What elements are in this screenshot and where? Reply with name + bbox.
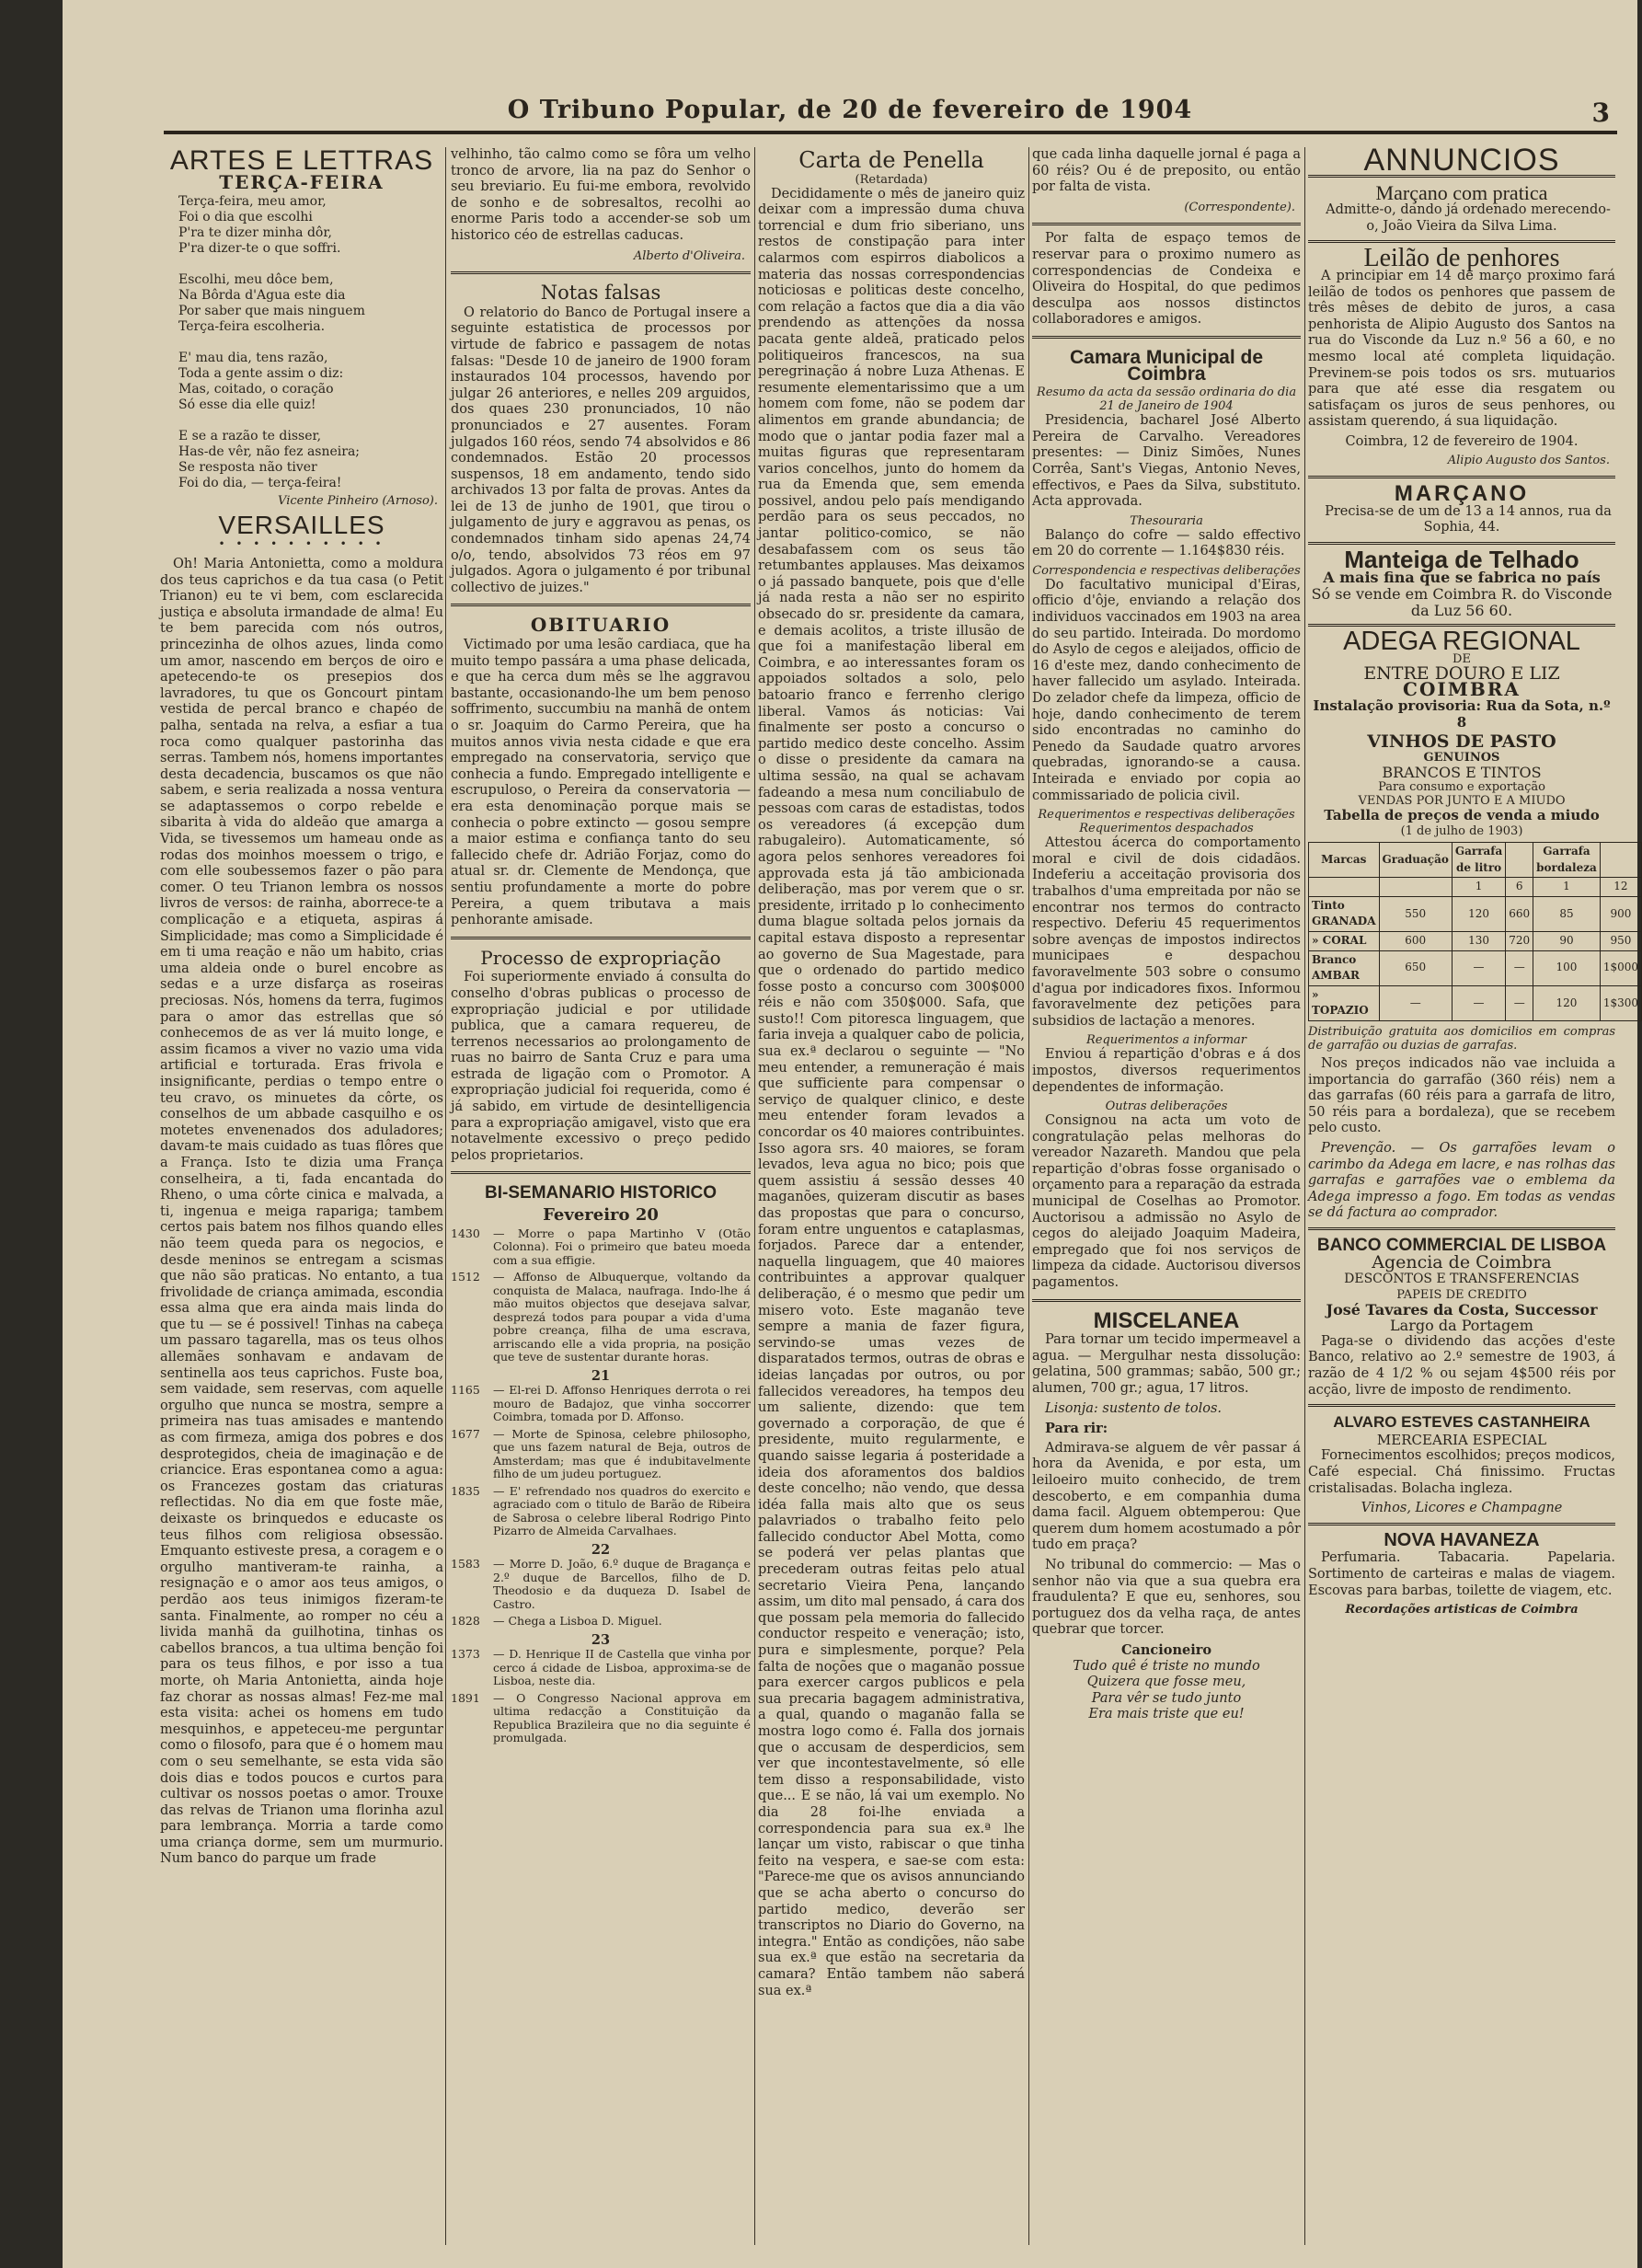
chronology-text: — El-rei D. Affonso Henriques derrota o rei mouro de Badajoz, que vinha soccorrer Coimbra, tomada por D. Affonso. bbox=[493, 1383, 751, 1424]
ad-title: Manteiga de Telhado bbox=[1344, 545, 1579, 573]
table-cell: 660 bbox=[1506, 896, 1533, 931]
camara-body: Presidencia, bacharel José Alberto Pereira de Carvalho. Vereadores presentes: — Diniz Simões, Nunes Corrêa, Sant's Viegas, Antonio Neves, effectivos, e Paes da Silva, substituto. Acta approvada. bbox=[1032, 413, 1301, 510]
historical-entries bbox=[451, 1227, 751, 1745]
ad-alvaro bbox=[1308, 1404, 1615, 1517]
ad-manteiga bbox=[1308, 542, 1615, 618]
misc-quote: Lisonja: sustento de tolos. bbox=[1045, 1400, 1222, 1416]
historical-section bbox=[451, 1171, 751, 1744]
poem-line bbox=[160, 335, 443, 351]
poem-line: Mas, coitado, o coração bbox=[178, 382, 334, 397]
ad-date: Coimbra, 12 de fevereiro de 1904. bbox=[1345, 433, 1579, 449]
ad-address: Instalação provisoria: Rua da Sota, n.º 8 bbox=[1313, 697, 1611, 731]
misc-title: MISCELANEA bbox=[1093, 1307, 1240, 1333]
table-subheader-cell bbox=[1379, 878, 1452, 897]
table-header-cell: Garrafa de litro bbox=[1452, 843, 1505, 878]
chronology-text: — Morre o papa Martinho V (Otão Colonna). Foi o primeiro que bateu moeda com a sua effigie. bbox=[493, 1226, 751, 1267]
verse-line: Era mais triste que eu! bbox=[1088, 1707, 1245, 1722]
chronology-text: — Morre D. João, 6.º duque de Bragança e 2.º duque de Barcellos, filho de D. Theodosio e da duqueza D. Isabel de Castro. bbox=[493, 1557, 751, 1611]
table-cell: — bbox=[1452, 985, 1505, 1020]
poem-line bbox=[160, 257, 443, 272]
verse-line: Para vêr se tudo junto bbox=[1091, 1690, 1242, 1706]
obituary-section bbox=[451, 604, 751, 928]
ad-title: MARÇANO bbox=[1394, 481, 1530, 507]
poem-title: TERÇA-FEIRA bbox=[219, 170, 385, 193]
chronology-day: 21 bbox=[591, 1367, 611, 1384]
camara-title: Camara Municipal de Coimbra bbox=[1069, 346, 1264, 385]
poem-line: P'ra dizer-te o que soffri. bbox=[178, 241, 341, 257]
table-subheader-row bbox=[1309, 878, 1642, 897]
table-cell: 130 bbox=[1452, 931, 1505, 950]
price-table-date: (1 de julho de 1903) bbox=[1400, 824, 1523, 838]
header-rule bbox=[164, 131, 1617, 134]
table-cell: 550 bbox=[1379, 896, 1452, 931]
misc-section bbox=[1032, 1299, 1301, 1723]
historical-title: BI-SEMANARIO HISTORICO bbox=[485, 1183, 717, 1203]
ad-marcano-pratica bbox=[1308, 175, 1615, 236]
column-divider bbox=[754, 147, 755, 2245]
page-header bbox=[63, 92, 1637, 132]
table-cell: 720 bbox=[1506, 931, 1533, 950]
verse-line: Tudo quê é triste no mundo bbox=[1073, 1658, 1260, 1674]
ad-title: Leilão de penhores bbox=[1363, 244, 1560, 273]
chronology-entry bbox=[451, 1558, 751, 1611]
inform-body: Enviou á repartição d'obras e á dos impostos, diversos requerimentos dependentes de informação. bbox=[1032, 1047, 1301, 1095]
table-cell: 600 bbox=[1379, 931, 1452, 950]
ad-text: Nos preços indicados não vae incluida a importancia do garrafão (360 réis) nem a das garrafas (60 réis para a garrafa de litro, 50 réis para a bordaleza), que se recebem pelo custo. bbox=[1308, 1055, 1615, 1136]
ad-title: NOVA HAVANEZA bbox=[1384, 1529, 1540, 1550]
ad-title: ADEGA REGIONAL bbox=[1343, 627, 1580, 657]
poem-line: Por saber que mais ninguem bbox=[178, 304, 365, 319]
ad-banco bbox=[1308, 1227, 1615, 1399]
other-body: Consignou na acta um voto de congratulação pelas melhoras do vereador Nazareth. Mandou que pela repartição d'obras fosse organisado o orçamento para a reparação da estrada municipal de Coselhas ao Promotor. Auctorisou a admissão no Asylo de cegos do aleijado Joaquim Madeira, empregado que foi nos serviços de limpeza da cidade. Auctorisou diversos pagamentos. bbox=[1032, 1113, 1301, 1291]
table-row bbox=[1309, 950, 1642, 985]
table-subheader-cell: 12 bbox=[1600, 878, 1641, 897]
chronology-day: 23 bbox=[591, 1631, 611, 1648]
chronology-text: — Chega a Lisboa D. Miguel. bbox=[493, 1614, 662, 1629]
poem-line bbox=[160, 413, 443, 429]
table-subheader-cell: 1 bbox=[1452, 878, 1505, 897]
poem-line: Foi do dia, — terça-feira! bbox=[178, 476, 342, 491]
chronology-year: 1430 bbox=[451, 1226, 480, 1240]
subhead: Outras deliberações bbox=[1105, 1099, 1228, 1114]
correspondence-body: Do facultativo municipal d'Eiras, officio d'ôje, enviando a relação dos individuos vaccinados em 1903 na area do seu partido. Inteirada. Do mordomo do Asylo de cegos e aleijados, officio de 16 d'este mez, dando conhecimento de haver fallecido um asylado. Inteirada. Do zelador chefe da limpeza, officio de hoje, dando conhecimento de terem sido encontradas no caminho do Penedo da Saudade quatro arvores quebradas, ignorando-se a causa. Inteirada e enviado por copia ao commissariado de policia civil. bbox=[1032, 577, 1301, 803]
column-divider bbox=[445, 147, 446, 2245]
ad-body: Paga-se o dividendo das acções d'este Banco, relativo ao 2.º semestre de 1903, á razão de 4 1/2 % ou sejam 4$500 réis por acção, livre de imposto de rendimento. bbox=[1308, 1333, 1615, 1398]
table-cell: — bbox=[1379, 985, 1452, 1020]
table-cell: 900 bbox=[1600, 896, 1641, 931]
newspaper-page bbox=[63, 0, 1637, 2268]
chronology-entry bbox=[451, 1428, 751, 1481]
historical-month: Fevereiro 20 bbox=[543, 1205, 659, 1226]
article-continuation: velhinho, tão calmo como se fôra um velho tronco de arvore, lia na paz do Senhor o seu breviario. Eu fui-me embora, revolvido de sonho e de sobresaltos, recolhi ao enorme Paris todo a accender-se sob um historico céo de estrellas caducas. bbox=[451, 147, 751, 243]
table-cell: 650 bbox=[1379, 950, 1452, 985]
poem-line: Terça-feira, meu amor, bbox=[178, 194, 327, 210]
chronology-entry bbox=[451, 1271, 751, 1364]
poem-line: P'ra te dizer minha dôr, bbox=[178, 225, 332, 241]
table-cell: 85 bbox=[1533, 896, 1601, 931]
chronology-entry bbox=[451, 1485, 751, 1538]
misc-subhead: Para rir: bbox=[1045, 1421, 1108, 1437]
separator: • • • • • • • • • • bbox=[218, 537, 385, 551]
poem-line: Escolhi, meu dôce bem, bbox=[178, 272, 334, 288]
chronology-year: 1677 bbox=[451, 1426, 480, 1441]
chronology-day: 22 bbox=[591, 1541, 611, 1558]
table-cell: Tinto GRANADA bbox=[1309, 896, 1380, 931]
subhead: Correspondencia e respectivas deliberações bbox=[1032, 563, 1301, 578]
table-cell: 90 bbox=[1533, 931, 1601, 950]
table-cell: » TOPAZIO bbox=[1309, 985, 1380, 1020]
ad-text: Para consumo e exportação bbox=[1378, 780, 1545, 795]
chronology-year: 1512 bbox=[451, 1270, 480, 1284]
ad-text: Largo da Portagem bbox=[1390, 1317, 1533, 1335]
table-header-row bbox=[1309, 843, 1642, 878]
article-body: Oh! Maria Antonietta, como a moldura dos teus caprichos e da tua casa (o Petit Trianon) eu te vi bem, com esclarecida justiça e absoluta irmandade de alma! Eu te bem parecida com nós outros, princezinha de olhos azues, linda como um amor, nascendo em berços de oiro e apetecendo-te os presepios dos lavradores, tu que os Goncourt pintam vestida de percal branco e chapéo de palha, sentada na relva, a esfiar a tua roca como qualquer pastorinha das serras. Tambem nós, homens importantes desta decadencia, buscamos os que não sabem, e seria realizada a nossa ventura se adaptassemos o corpo rebelde e sibarita à vida do aldeão que amarga a Vida, se tivessemos um hameau onde as rodas dos moinhos moessem o trigo, e com elle soubessemos fazer o pão para comer. O teu Trianon lembra os nossos livros de versos: de rainha, aborrece-te a complicação e a etiqueta, aspiras á Simplicidade; mas como a Simplicidade é em ti uma reação e não um habito, crias uma aldeia onde o burel encobre as sedas e a urze disfarça as roseiras preciosas. Nós, homens da terra, fugimos para o amor das estrellas que só conhecemos de as ver lá muito longe, e assim ficamos a viver no vazio uma vida artificial e torturada. Eras frivola e insignificante, perdias o tempo entre o teu cravo, os minuetes da côrte, os conselhos de um abbade casquilho e os motetes envenenados dos aduladores; davam-te mais cuidado as tuas flôres que a França. Isto te dizia uma França conselheira, a ti, fada encantada do Rheno, o uma côrte cinica e malvada, a ti, ingenua e meiga raparigа; tambem certos pais batem nos filhos quando elles não teem queda para os negocios, e desde meninos se entregam a scismas que não são praticas. No entanto, a tua frivolidade de criança amimada, escondia essa alma que era ainda mais linda do que tu — se é possivel! Tinhas na cabeça um passaro tagarella, mas os teus olhos allemães sonhavam e andavam de sentinella aos teus caprichos. Fuste boa, sem vaidade, sem reservas, com aquelle orgulho que nunca se mostra, sempre a primeira nas tuas amisades e mantendo as com firmeza, amiga dos pobres e dos desprotegidos, cheia de imaginação e de criancice. Eras espontanea como a agua: os Francezes gostam das criaturas reflectidas. No dia em que foste mãe, deixaste os brinquedos e educaste os teus filhos com religiosa obsessão. Emquanto estiveste presa, a coragem e o orgulho mantiveram-te rainha, a resignação e o amor aos teus amigos, o perdão aos teus inimigos fizeram-te santa. Finalmente, ao romper no céu a livida manhã da guilhotina, tinhas os cabellos brancos, a tua ultima benção foi para os teus filhos, e por isso a tua morte, oh Maria Antonietta, ainda hoje faz chorar as nossas almas! Fez-me mal esta visita: achei os homens em tudo mesquinhos, e appeteceu-me perguntar como o filosofo, para que é o homem mau com o seu semelhante, se esta vida são dois dias e todos poucos e curtos para cultivar os nossos poetas o amor. Trouxe das relvas de Trianon uma florinha azul para lembrança. Morria a tarde como uma criança dorme, sem um murmurio. Num banco do parque um frade bbox=[160, 556, 443, 1867]
ad-text: BRANCOS E TINTOS bbox=[1382, 763, 1542, 781]
subhead: Requerimentos e respectivas deliberações bbox=[1038, 808, 1295, 823]
ad-adega bbox=[1308, 624, 1639, 1222]
table-row bbox=[1309, 985, 1642, 1020]
ad-subtitle: MERCEARIA ESPECIAL bbox=[1376, 1431, 1547, 1448]
article-title: VERSAILLES bbox=[218, 510, 385, 539]
ad-text: VINHOS DE PASTO bbox=[1367, 731, 1556, 753]
misc-joke: Admirava-se alguem de vêr passar á hora da Avenida, e por esta, um leiloeiro muito conhecido, de trem descoberto, e em companhia duma dama facil. Alguem obtemperou: Que querem dum homem acostumado a pôr tudo em praça? bbox=[1032, 1440, 1301, 1553]
ad-marcano bbox=[1308, 476, 1615, 536]
letter-body: Decididamente o mês de janeiro quiz deixar com a impressão duma chuva torrencial e dum frio siberiano, uns restos de constipação para inter calarmos com espirros diabolicos a materia das nossas correspondencias noticiosas e politicas deste concelho, com relação a factos que dia a dia vão prendendo as attenções da nossa pacata gente aldeã, praticado pelos politiqueiros francescos, na sua peregrinação á nobre Luza Athenas. E resumente elementarissimo que a um homem com fome, não se podem dar alimentos em grande abundancia; de modo que o jantar podia fazer mal a muitas figuras que representaram varios concelhos, junto do homem da rua da Emenda que, sem emenda possivel, andou pelo país mendigando perdão para os seus peccados, no jantar politico-comico, se não desabafassem com os seus tão retumbantes applauses. Mas deixamos o já passado banquete, pois que d'elle já nada resta a não ser no espirito obsecado do sr. presidente da camara, e demais acolitos, a triste illusão de que foi a manifestação liberal em Coimbra, e ao interessantes foram os appoiados soltados a solo, pelo batoario franco e ferrenho clerigo liberal. Vamos ás noticias: Vai finalmente ser posto a concurso o partido medico deste concelho. Assim o disse o presidente da camara na ultima sessão, na qual se achavam fadeando a mesa num conciliabulo de pessoas com caras de estadistas, todos os vereadores (á excepção dum rabugaleiro). Automaticamente, só agora pelos senhores vereadores foi approvada esta já tão ambicionada deliberação, mas por verem que o sr. presidente, irritado p lo conhecimento duma blague soltada pelos jornais da capital estava disposto a representar ao governo de Sua Magestade, para que o ordenado do partido medico fosse posto a concurso com 300$000 réis e não com 350$000. Safa, que susto!! Com pitoresca linguagem, que faria inveja a qualquer cabo de policia, sua ex.ª declarou o seguinte — "No meu entender, a remuneração é mais que sufficiente para compensar o serviço de qualquer clinico, e deste meu entender foram levados a concordar os 40 maiores contribuintes. Isso agora srs. 40 maiores, se foram levados, leva agua no bico; pois que quem assistiu á sessão desses 40 maganões, quizeram discutir as bases das propostas que para o concurso, foram entre unguentos e cataplasmas, forjados. Parece dar a entender, naquella linguagem, que 40 maiores contribuintes a approvar qualquer deliberação, é o mesmo que pedir um misero voto. Este maganão teve sempre a mania de fazer figura, servindo-se umas vezes de disparatados termos, outras de obras e ideias lançadas por outros, ou por fallecidos vereadores, ha tempos deu um saliente, dizendo: que tem governado a corporação, de que é presidente, muito regularmente, e quando saisse legaria á posteridade a ideia dos aforamentos dos baldios deste concelho; não vendo, que dessa idéa falla mais alto que os seus palavriados o trabalho feito pelo fallecido conductor Abel Motta, como se poderá ver pelas plantas que precederam outras feitas pelo atual secretario Vieira Pena, lançando assim, um dito mal pensado, á cara dos que possam pela memoria do fallecido conductor respeito e veneração; isto, pura e simplesmente, porque? Pela falta de noções que o maganão possue para exercer cargos publicos e pela sua precaria bagagem administrativa, a qual, quando o maganão falla se mostra logo como é. Falla dos jornais que o accusam de desperdicios, sem ver que incontestavelmente, só elle tem disso a responsabilidade, visto que... E se não, lá vai um exemplo. No dia 28 foi-lhe enviada a correspondencia para sua ex.ª lhe lançar um visto, rabiscar o que tinha feito na vespera, e sae-se com esta: "Parece-me que os avisos annunciando que se acha aberto o concurso do partido medico, deverão ser transcriptos no Diario do Governo, na integra." Então as condições, não sabe sua ex.ª que estão na secretaria da camara? Então tambem não saberá sua ex.ª bbox=[758, 186, 1025, 1998]
ad-text: Distribuição gratuita aos domicilios em compras de garrafão ou duzias de garrafas. bbox=[1308, 1024, 1615, 1053]
subhead: Requerimentos a informar bbox=[1085, 1033, 1247, 1048]
poem-line: Foi o dia que escolhi bbox=[178, 210, 313, 225]
chronology-text: — O Congresso Nacional approva em ultima redacção a Constituição da Republica Brazileira que no dia seguinte é promulgada. bbox=[493, 1690, 751, 1745]
table-subheader-cell: 1 bbox=[1533, 878, 1601, 897]
ad-text: Vinhos, Licores e Champagne bbox=[1361, 1501, 1563, 1516]
chronology-text: — E' refrendado nos quadros do exercito e agraciado com o titulo de Barão de Ribeira de Sabrosa o celebre liberal Rodrigo Pinto Pizarro de Almeida Carvalhaes. bbox=[493, 1483, 751, 1538]
ad-text: José Tavares da Costa, Successor bbox=[1326, 1300, 1598, 1318]
table-cell: Branco AMBAR bbox=[1309, 950, 1380, 985]
ad-body: Admitte-o, dando já ordenado merecendo-o, João Vieira da Silva Lima. bbox=[1326, 202, 1611, 234]
poem-line: Só esse dia elle quiz! bbox=[178, 397, 316, 413]
table-cell: — bbox=[1506, 985, 1533, 1020]
table-header-cell: Garrafa bordaleza bbox=[1533, 843, 1601, 878]
table-cell: 1$300 bbox=[1600, 985, 1641, 1020]
table-row bbox=[1309, 931, 1642, 950]
table-header-cell bbox=[1506, 843, 1533, 878]
table-cell: — bbox=[1452, 950, 1505, 985]
table-cell: 950 bbox=[1600, 931, 1641, 950]
notas-section bbox=[451, 271, 751, 596]
subhead: Thesouraria bbox=[1130, 513, 1203, 528]
poem-line: Na Bôrda d'Agua este dia bbox=[178, 288, 346, 304]
requests-body: Attestou ácerca do comportamento moral e civil de dois cidadãos. Indeferiu a acceitação provisoria dos trabalhos d'uma empreitada por não se encontrar nos termos do contracto respectivo. Deferiu 45 requerimentos sobre avenças de impostos indirectos municipaes e despachou favoravelmente 503 sobre o consumo d'agua por indicadores fixos. Informou favoravelmente dez petições para subsidios de lactação a menores. bbox=[1032, 835, 1301, 1029]
table-cell: 100 bbox=[1533, 950, 1601, 985]
chronology-text: — Morte de Spinosa, celebre philosopho, que uns fazem natural de Beja, outros de Amsterdam; mas que é indubitavelmente filho de um judeu portuguez. bbox=[493, 1426, 751, 1481]
ad-signature: Alipio Augusto dos Santos. bbox=[1447, 453, 1610, 467]
price-table bbox=[1308, 842, 1642, 1021]
chronology-year: 1828 bbox=[451, 1614, 480, 1629]
poem-line: Has-de vêr, não fez asneira; bbox=[178, 444, 361, 460]
chronology-entry bbox=[451, 1648, 751, 1688]
expropriation-body: Foi superiormente enviado á consulta do conselho d'obras publicas o processo de expropriação judicial e por utilidade publica, que a camara requereu, de terrenos necessarios ao prolongamento de ruas no bairro de Santa Cruz e para uma estrada de ligação com o Promotor. A expropriação judicial foi requerida, como é já sabido, em virtude de desintelligencia para a expropriação amigavel, visto que era notavelmente excessivo o preço pedido pelos proprietarios. bbox=[451, 970, 751, 1163]
obituary-body: Victimado por uma lesão cardiaca, que ha muito tempo passára a uma phase delicada, e que ha cerca dum mês se lhe aggravou bastante, occasionando-lhe um bem penoso soffrimento, succumbiu na manhã de ontem o sr. Joaquim do Carmo Pereira, que ha muitos annos vivia nesta cidade e que era empregado na conservatoria, serviço que conhecia a fundo. Empregado intelligente e escrupuloso, o Pereira da conservatoria — era esta denominação porque mais se conhecia o pobre extincto — gosou sempre a maior estima e confiança tanto do seu fallecido chefe dr. Adrião Forjaz, como do atual sr. dr. Clemente de Mendonça, que sentiu profundamente a morte do pobre Pereira, a quem tributava a mais penhorante amisade. bbox=[451, 638, 751, 928]
ad-body: Fornecimentos escolhidos; preços modicos, Café especial. Chá finissimo. Fructas cristalisadas. Bolacha ingleza. bbox=[1308, 1448, 1615, 1496]
camara-subtitle: Resumo da acta da sessão ordinaria do dia 21 de Janeiro de 1904 bbox=[1036, 386, 1297, 414]
chronology-year: 1835 bbox=[451, 1483, 480, 1498]
column-2 bbox=[451, 147, 751, 2245]
poem-line: Toda a gente assim o diz: bbox=[178, 366, 344, 382]
letter-continuation: que cada linha daquelle jornal é paga a 60 réis? Ou é de preposito, ou então por falta de vista. bbox=[1032, 147, 1301, 195]
ad-text: VENDAS POR JUNTO E A MIUDO bbox=[1358, 794, 1566, 809]
table-cell: » CORAL bbox=[1309, 931, 1380, 950]
chronology-year: 1891 bbox=[451, 1690, 480, 1705]
expropriation-title: Processo de expropriação bbox=[480, 946, 721, 969]
ad-body: A principiar em 14 de março proximo fará leilão de todos os penhores que passem de três mêses de debito de juros, a casa penhorista de Alipio Augusto dos Santos na rua do Visconde da Luz n.º 56 a 60, e no mesmo local até completa liquidação. Previnem-se pois todos os srs. mutuarios para que até esse dia resgatem ou satisfaçam os juros de seus penhores, ou assistam querendo, á sua liquidação. bbox=[1308, 268, 1615, 430]
editor-note: Por falta de espaço temos de reservar para o proximo numero as correspondencias de Condeixa e Oliveira do Hospital, do que pedimos desculpa aos nossos distinctos collaboradores e amigos. bbox=[1032, 231, 1301, 328]
masthead-title: O Tribuno Popular, de 20 de fevereiro de 1904 bbox=[507, 96, 1193, 124]
ad-text: Prevenção. — Os garrafões levam o carimbo da Adega em lacre, e nas rolhas das garrafas e garrafões vae o emblema da Adega impresso a fogo. Em todas as vendas se dá factura ao comprador. bbox=[1308, 1140, 1615, 1221]
table-subheader-cell: 6 bbox=[1506, 878, 1533, 897]
ad-text: PAPEIS DE CREDITO bbox=[1396, 1287, 1527, 1302]
column-1 bbox=[160, 147, 443, 2245]
page-number: 3 bbox=[1591, 98, 1610, 128]
table-cell: 120 bbox=[1452, 896, 1505, 931]
ad-subtitle: Agencia de Coimbra bbox=[1372, 1252, 1552, 1273]
chronology-entry bbox=[451, 1615, 751, 1629]
column-4 bbox=[1032, 147, 1301, 2245]
poem bbox=[160, 194, 443, 491]
cancioneiro-title: Cancioneiro bbox=[1120, 1641, 1212, 1658]
table-header-cell: Graduação bbox=[1379, 843, 1452, 878]
notas-body: O relatorio do Banco de Portugal insere a seguinte estatistica de processos por virtude de fabrico e passagem de notas falsas: "Desde 10 de janeiro de 1900 foram instaurados 104 processos, havendo por julgar 26 anteriores, e nelles 209 arguidos, dos quaes 230 pronunciados, 10 não pronunciados e 27 ausentes. Foram julgados 160 réos, sendo 74 absolvidos e 86 condemnados. Estão 20 processos suspensos, 18 em andamento, tendo sido archivados 13 por falta de provas. Antes da lei de 13 de junho de 1901, que tirou o julgamento de jury e aggravou as penas, os condemnados tinham sido apenas 24,74 o/o, tendo, absolvidos 73 réos em 97 julgados. Agora o julgamento é por tribunal collectivo de juizes." bbox=[451, 305, 751, 595]
chronology-entry bbox=[451, 1227, 751, 1268]
chronology-year: 1583 bbox=[451, 1557, 480, 1571]
treasury-body: Balanço do cofre — saldo effectivo em 20 do corrente — 1.164$830 réis. bbox=[1032, 527, 1301, 559]
notas-title: Notas falsas bbox=[540, 282, 661, 305]
table-row bbox=[1309, 896, 1642, 931]
ad-text: DESCONTOS E TRANSFERENCIAS bbox=[1344, 1272, 1579, 1287]
camara-section bbox=[1032, 336, 1301, 1292]
column-divider bbox=[1304, 147, 1305, 2245]
ad-title: BANCO COMMERCIAL DE LISBOA bbox=[1316, 1235, 1607, 1255]
column-divider bbox=[1028, 147, 1029, 2245]
expropriation-section bbox=[451, 937, 751, 1165]
poem-line: E' mau dia, tens razão, bbox=[178, 351, 328, 366]
ad-title: ALVARO ESTEVES CASTANHEIRA bbox=[1333, 1413, 1590, 1432]
poem-line: E se a razão te disser, bbox=[178, 429, 322, 444]
subhead: Requerimentos despachados bbox=[1079, 822, 1254, 836]
ad-text: DE bbox=[1453, 651, 1471, 666]
ad-city: COIMBRA bbox=[1403, 678, 1521, 701]
chronology-text: — Affonso de Albuquerque, voltando da conquista de Malaca, naufraga. Indo-lhe á mão muitos objectos que desejava salvar, desprezá todos para poupar a vida d'uma pobre creança, filha de uma escrava, arriscando elle a vida propria, na posição que teve de sustentar durante horas. bbox=[493, 1270, 751, 1364]
chronology-year: 1165 bbox=[451, 1383, 480, 1398]
letter-title: Carta de Penella bbox=[798, 147, 984, 173]
poem-line: Terça-feira escolheria. bbox=[178, 319, 326, 335]
table-cell: 120 bbox=[1533, 985, 1601, 1020]
ad-title: Marçano com pratica bbox=[1375, 180, 1548, 204]
ad-text: Recordações artisticas de Coimbra bbox=[1345, 1603, 1579, 1618]
ad-body: Precisa-se de um de 13 a 14 annos, rua da Sophia, 44. bbox=[1325, 503, 1612, 535]
section-title: ARTES E LETTRAS bbox=[169, 145, 434, 176]
table-subheader-cell bbox=[1309, 878, 1380, 897]
cancioneiro-verse bbox=[1032, 1659, 1301, 1723]
ad-body: Perfumaria. Tabacaria. Papelaria. Sortimento de carteiras e malas de viagem. Escovas para barbas, toilette de viagem, etc. bbox=[1308, 1550, 1615, 1598]
ad-body: Só se vende em Coimbra R. do Visconde da Luz 56 60. bbox=[1311, 585, 1613, 619]
table-header-cell: Marcas bbox=[1309, 843, 1380, 878]
announcements-title: ANNUNCIOS bbox=[1363, 143, 1560, 178]
poem-author: Vicente Pinheiro (Arnoso). bbox=[278, 494, 438, 509]
price-table-title: Tabella de preços de venda a miudo bbox=[1324, 807, 1600, 824]
misc-body: Para tornar um tecido impermeavel a agua. — Mergulhar nesta dissolução: gelatina, 500 grammas; sabão, 500 gr.; alumen, 700 gr.; agua, 17 litros. bbox=[1032, 1332, 1301, 1396]
letter-note: (Retardada) bbox=[855, 172, 928, 187]
ad-subtitle: ENTRE DOURO E LIZ bbox=[1363, 662, 1560, 684]
obituary-title: OBITUARIO bbox=[530, 614, 672, 637]
ad-text: GENUINOS bbox=[1423, 750, 1500, 765]
column-5 bbox=[1308, 143, 1639, 2245]
table-cell: 1$000 bbox=[1600, 950, 1641, 985]
column-3 bbox=[758, 147, 1025, 2245]
ad-havaneza bbox=[1308, 1523, 1615, 1617]
ad-subtitle: A mais fina que se fabrica no país bbox=[1323, 569, 1601, 587]
table-header-cell bbox=[1600, 843, 1641, 878]
table-cell: — bbox=[1506, 950, 1533, 985]
poem-line: Se resposta não tiver bbox=[178, 460, 317, 476]
chronology-entry bbox=[451, 1384, 751, 1424]
chronology-text: — D. Henrique II de Castella que vinha por cerco á cidade de Lisboa, approxima-se de Lisboa, neste dia. bbox=[493, 1647, 751, 1688]
letter-signature: (Correspondente). bbox=[1184, 200, 1295, 214]
chronology-entry bbox=[451, 1692, 751, 1745]
article-author: Alberto d'Oliveira. bbox=[633, 248, 745, 263]
misc-tribunal: No tribunal do commercio: — Mas o senhor não via que a sua quebra era fraudulenta? E que eu, senhores, sou portuguez dos da velha raça, de antes quebrar que torcer. bbox=[1032, 1557, 1301, 1638]
verse-line: Quizera que fosse meu, bbox=[1086, 1675, 1246, 1690]
chronology-year: 1373 bbox=[451, 1647, 480, 1662]
ad-leilao bbox=[1308, 240, 1615, 468]
